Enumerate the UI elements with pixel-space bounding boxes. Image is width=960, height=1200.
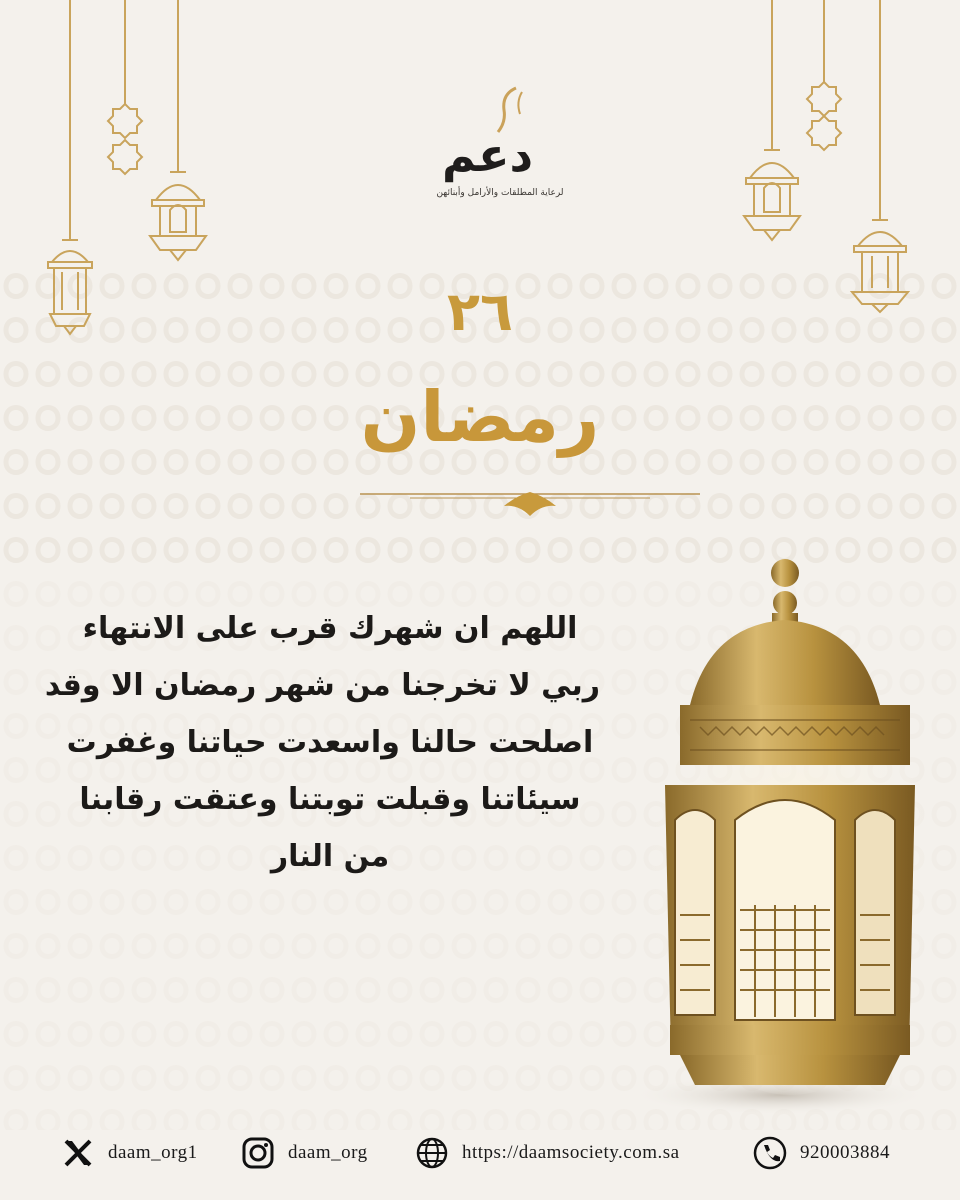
x-link[interactable] (60, 1128, 198, 1178)
month-name: رمضان (360, 376, 600, 458)
instagram-link[interactable] (240, 1128, 368, 1178)
dua-line: اصلحت حالنا واسعدت حياتنا وغفرت (66, 725, 594, 760)
website-url: https://daamsociety.com.sa (462, 1142, 680, 1163)
x-icon (60, 1135, 96, 1171)
dua-text (44, 600, 600, 885)
dua-line: من النار (270, 839, 390, 874)
logo-tagline: لرعاية المطلقات والأرامل وأبنائهن (436, 188, 564, 198)
instagram-icon (240, 1135, 276, 1171)
dua-line: ربي لا تخرجنا من شهر رمضان الا وقد (44, 668, 600, 703)
golden-lantern-icon (640, 555, 940, 1115)
ornamental-divider (350, 480, 710, 520)
phone-number: 920003884 (800, 1142, 890, 1163)
day-number: ٢٦ (447, 280, 513, 343)
daam-logo (430, 80, 570, 210)
website-link[interactable] (414, 1128, 680, 1178)
dua-line: اللهم ان شهرك قرب على الانتهاء (82, 611, 578, 646)
x-handle: daam_org1 (108, 1142, 198, 1163)
phone-link[interactable] (752, 1128, 890, 1178)
logo-wordmark: دعم (442, 128, 534, 182)
footer-contacts (0, 1128, 960, 1178)
phone-icon (752, 1135, 788, 1171)
dua-line: سيئاتنا وقبلت توبتنا وعتقت رقابنا (79, 782, 581, 817)
globe-icon (414, 1135, 450, 1171)
instagram-handle: daam_org (288, 1142, 368, 1163)
